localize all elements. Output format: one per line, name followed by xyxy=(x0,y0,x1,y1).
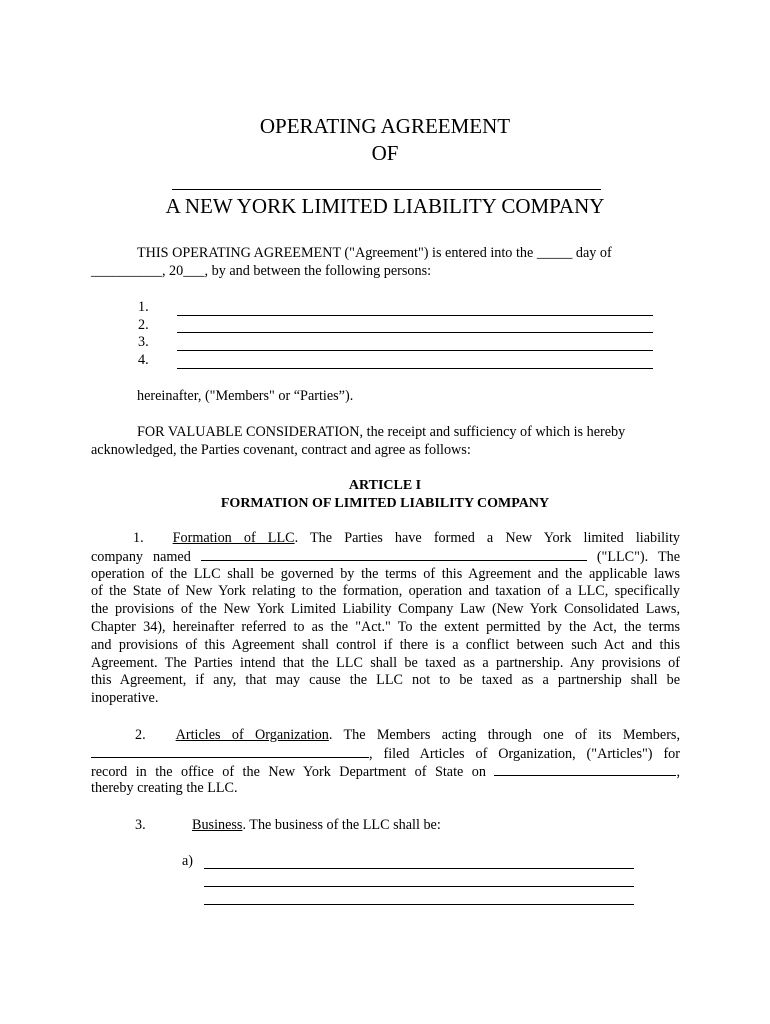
member-number-1: 1. xyxy=(138,299,149,315)
consideration-line-1: FOR VALUABLE CONSIDERATION, the receipt and sufficiency of which is hereby xyxy=(137,424,626,440)
title-line-2: OF xyxy=(371,141,399,165)
section-2-number: 2. xyxy=(135,727,146,743)
section-1-line: operation of the LLC shall be governed by the terms of this Agreement and the applicable laws xyxy=(91,565,680,582)
section-2-heading: Articles of Organization xyxy=(175,727,329,743)
title-line-3: A NEW YORK LIMITED LIABILITY COMPANY xyxy=(165,194,605,218)
section-3-heading: Business xyxy=(192,817,243,833)
section-3-number: 3. xyxy=(135,817,146,833)
member-number-4: 4. xyxy=(138,352,149,368)
member-blank-3 xyxy=(177,350,653,351)
business-blank-1 xyxy=(204,868,634,869)
section-2-line-3 xyxy=(91,763,680,781)
section-1-number: 1. xyxy=(133,530,144,546)
member-name-blank xyxy=(91,745,369,758)
section-1-line: Chapter 34), hereinafter referred to as the "Act." To the extent permitted by the Act, the terms xyxy=(91,618,680,635)
section-3-rest: . The business of the LLC shall be: xyxy=(242,817,441,833)
consideration-line-2: acknowledged, the Parties covenant, contract and agree as follows: xyxy=(91,442,471,458)
member-blank-2 xyxy=(177,332,653,333)
article-subheading: FORMATION OF LIMITED LIABILITY COMPANY xyxy=(220,496,550,511)
business-blank-3 xyxy=(204,904,634,905)
section-1-line: inoperative. xyxy=(91,690,159,707)
section-2-line-2-rest: , filed Articles of Organization, ("Articles") for xyxy=(369,745,680,762)
section-2-line-3-end: , xyxy=(676,763,680,780)
section-2-line-4: thereby creating the LLC. xyxy=(91,780,238,797)
filing-date-blank xyxy=(494,763,676,776)
intro-line-1: THIS OPERATING AGREEMENT ("Agreement") is entered into the _____ day of xyxy=(137,245,612,261)
section-1-heading: Formation of LLC xyxy=(172,530,295,546)
section-1-llc-label: ("LLC"). The xyxy=(596,548,680,565)
section-2-line-1 xyxy=(91,727,680,745)
section-2-line-3-start: record in the office of the New York Department of State on xyxy=(91,763,486,780)
company-name-blank xyxy=(172,189,601,190)
member-number-3: 3. xyxy=(138,334,149,350)
section-1-line: the provisions of the New York Limited Liability Company Law (New York Consolidated Laws, xyxy=(91,601,680,618)
section-1-company-label: company named xyxy=(91,548,191,565)
member-number-2: 2. xyxy=(138,317,149,333)
section-2-line-2 xyxy=(91,745,680,763)
section-1-line: and provisions of this Agreement shall control if there is a conflict between such Act and this xyxy=(91,636,680,653)
business-blank-2 xyxy=(204,886,634,887)
llc-name-blank xyxy=(201,548,587,561)
article-heading: ARTICLE I xyxy=(348,478,422,493)
section-2 xyxy=(91,727,680,798)
section-1-line-1-rest: . The Parties have formed a New York limited liability xyxy=(294,530,680,546)
section-1-line: this Agreement, if any, that may cause the LLC not to be taxed as a partnership shall be xyxy=(91,672,680,689)
section-3-line xyxy=(192,817,441,834)
section-1-line-1 xyxy=(91,530,680,548)
section-3-item-label: a) xyxy=(182,853,194,869)
title-line-1: OPERATING AGREEMENT xyxy=(259,114,511,138)
section-1-line: of the State of New York relating to the formation, operation and taxation of a LLC, specifically xyxy=(91,583,680,600)
hereinafter-text: hereinafter, ("Members" or “Parties”). xyxy=(137,388,354,404)
intro-line-2: __________, 20___, by and between the following persons: xyxy=(91,263,432,279)
section-1-line: Agreement. The Parties intend that the LLC shall be taxed as a partnership. Any provisions of xyxy=(91,654,680,671)
section-1 xyxy=(91,530,680,708)
member-blank-1 xyxy=(177,315,653,316)
section-2-line-1-rest: . The Members acting through one of its Members, xyxy=(328,727,680,743)
member-blank-4 xyxy=(177,368,653,369)
section-1-line-2 xyxy=(91,548,680,566)
